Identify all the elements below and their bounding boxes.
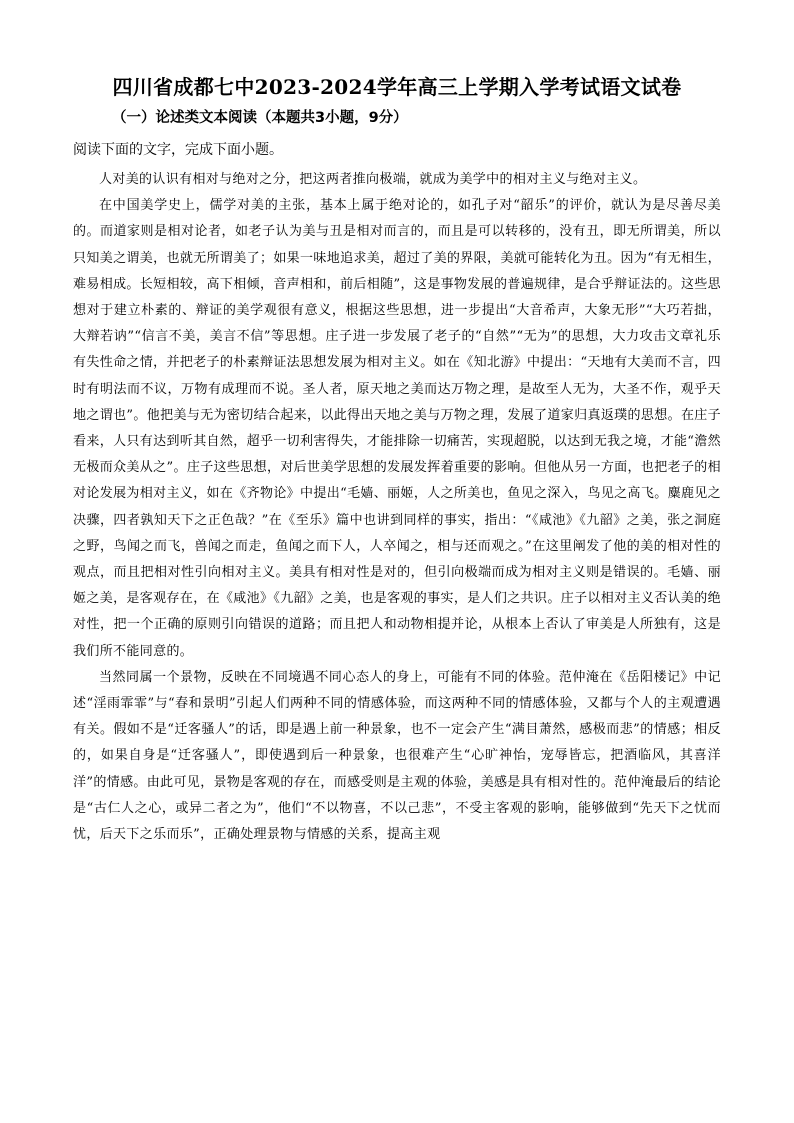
paragraph: 在中国美学史上，儒学对美的主张，基本上属于绝对论的，如孔子对“韶乐”的评价，就认为是尽善尽美的。而道家则是相对论者，如老子认为美与丑是相对而言的，而且是可以转移的，没有丑，即无所谓美，所以只知美之谓美，也就无所谓美了；如果一味地追求美，超过了美的界限，美就可能转化为丑。因为“有无相生，难易相成。长短相较，高下相倾，音声相和，前后相随”，这是事物发展的普遍规律，是合乎辩证法的。这些思想对于建立朴素的、辩证的美学观很有意义，根据这些思想，进一步提出“大音希声，大象无形”“大巧若拙，大辩若讷”“信言不美，美言不信”等思想。庄子进一步发展了老子的“自然”“无为”的思想，大力攻击文章礼乐有失性命之情，并把老子的朴素辩证法思想发展为相对主义。如在《知北游》中提出：“天地有大美而不言，四时有明法而不议，万物有成理而不说。圣人者，原天地之美而达万物之理，是故至人无为，大圣不作，观乎天地之谓也”。他把美与无为密切结合起来，以此得出天地之美与万物之理，发展了道家归真返璞的思想。在庄子看来，人只有达到听其自然，超乎一切利害得失，才能排除一切痛苦，实现超脱，以达到无我之境，才能“澹然无极而众美从之”。庄子这些思想，对后世美学思想的发展发挥着重要的影响。但他从另一方面，也把老子的相对论发展为相对主义，如在《齐物论》中提出“毛嫱、丽姬，人之所美也，鱼见之深入，鸟见之高飞。麋鹿见之决骤，四者孰知天下之正色哉？”在《至乐》篇中也讲到同样的事实，指出：“《咸池》《九韶》之美，张之洞庭之野，鸟闻之而飞，兽闻之而走，鱼闻之而下人，人卒闻之，相与还而观之。”在这里阐发了他的美的相对性的观点，而且把相对性引向相对主义。美具有相对性是对的，但引向极端而成为相对主义则是错误的。毛嫱、丽姬之美，是客观存在，在《咸池》《九韶》之美，也是客观的事实，是人们之共识。庄子以相对主义否认美的绝对性，把一个正确的原则引向错误的道路；而且把人和动物相提并论，从根本上否认了审美是人所独有，这是我们所不能同意的。 <box>73 198 721 659</box>
paragraph: 人对美的认识有相对与绝对之分，把这两者推向极端，就成为美学中的相对主义与绝对主义。 <box>99 172 647 187</box>
reading-instruction: 阅读下面的文字，完成下面小题。 <box>73 142 283 158</box>
section-heading: （一）论述类文本阅读（本题共3小题，9分） <box>112 110 408 126</box>
paragraph: 当然同属一个景物，反映在不同境遇不同心态人的身上，可能有不同的体验。范仲淹在《岳阳楼记》中记述“淫雨霏霏”与“春和景明”引起人们两种不同的情感体验，而这两种不同的情感体验，又都与个人的主观遭遇有关。假如不是“迁客骚人”的话，即是遇上前一种景象，也不一定会产生“满目萧然，感极而悲”的情感；相反的，如果自身是“迁客骚人”，即使遇到后一种景象，也很难产生“心旷神怡，宠辱皆忘，把酒临风，其喜洋洋”的情感。由此可见，景物是客观的存在，而感受则是主观的体验，美感是具有相对性的。范仲淹最后的结论是“古仁人之心，或异二者之为”，他们“不以物喜，不以己悲”，不受主客观的影响，能够做到“先天下之忧而忧，后天下之乐而乐”，正确处理景物与情感的关系，提高主观 <box>73 669 721 843</box>
passage-body <box>73 167 721 848</box>
document-title: 四川省成都七中2023-2024学年高三上学期入学考试语文试卷 <box>112 75 682 99</box>
